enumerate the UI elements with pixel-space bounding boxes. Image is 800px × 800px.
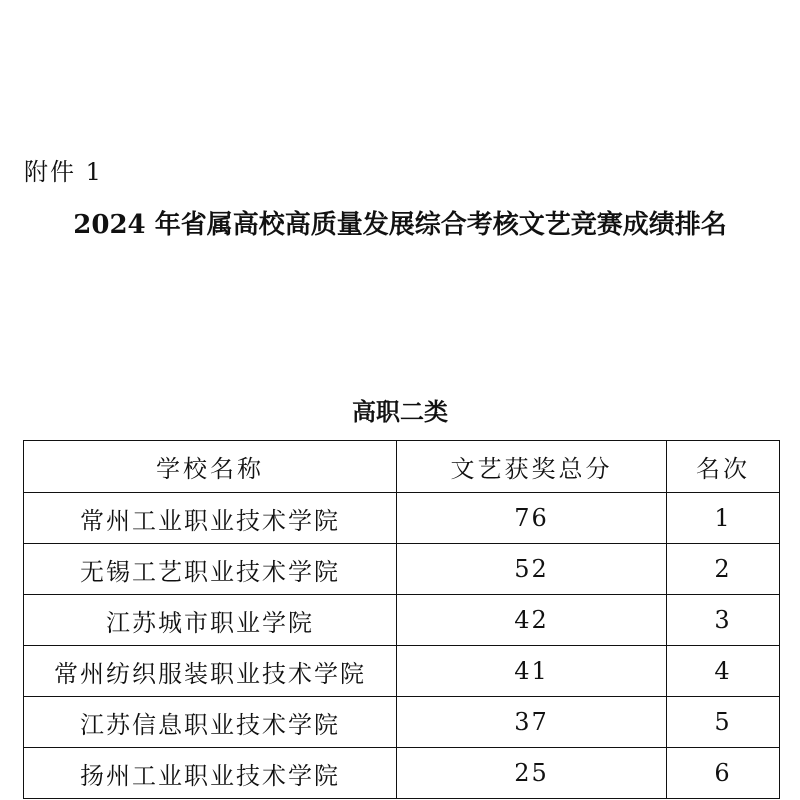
score-cell: 76 [397, 493, 667, 544]
header-rank: 名次 [667, 441, 780, 493]
school-name-cell: 扬州工业职业技术学院 [24, 748, 397, 799]
table-row [24, 595, 780, 646]
score-cell: 52 [397, 544, 667, 595]
school-name-cell: 常州纺织服装职业技术学院 [24, 646, 397, 697]
score-cell: 37 [397, 697, 667, 748]
table-row [24, 697, 780, 748]
attachment-label: 附件 1 [24, 158, 103, 186]
document-title: 2024 年省属高校高质量发展综合考核文艺竞赛成绩排名 [73, 210, 727, 240]
rank-cell: 6 [667, 748, 780, 799]
score-cell: 42 [397, 595, 667, 646]
table-row [24, 493, 780, 544]
rank-cell: 1 [667, 493, 780, 544]
rank-cell: 2 [667, 544, 780, 595]
ranking-table [23, 440, 780, 799]
score-cell: 41 [397, 646, 667, 697]
school-name-cell: 无锡工艺职业技术学院 [24, 544, 397, 595]
rank-cell: 4 [667, 646, 780, 697]
rank-cell: 5 [667, 697, 780, 748]
header-total-score: 文艺获奖总分 [397, 441, 667, 493]
table-row [24, 646, 780, 697]
header-school-name: 学校名称 [24, 441, 397, 493]
table-caption: 高职二类 [352, 397, 448, 426]
school-name-cell: 江苏城市职业学院 [24, 595, 397, 646]
school-name-cell: 常州工业职业技术学院 [24, 493, 397, 544]
table-row [24, 748, 780, 799]
school-name-cell: 江苏信息职业技术学院 [24, 697, 397, 748]
table-row [24, 544, 780, 595]
score-cell: 25 [397, 748, 667, 799]
rank-cell: 3 [667, 595, 780, 646]
table-header-row [24, 441, 780, 493]
